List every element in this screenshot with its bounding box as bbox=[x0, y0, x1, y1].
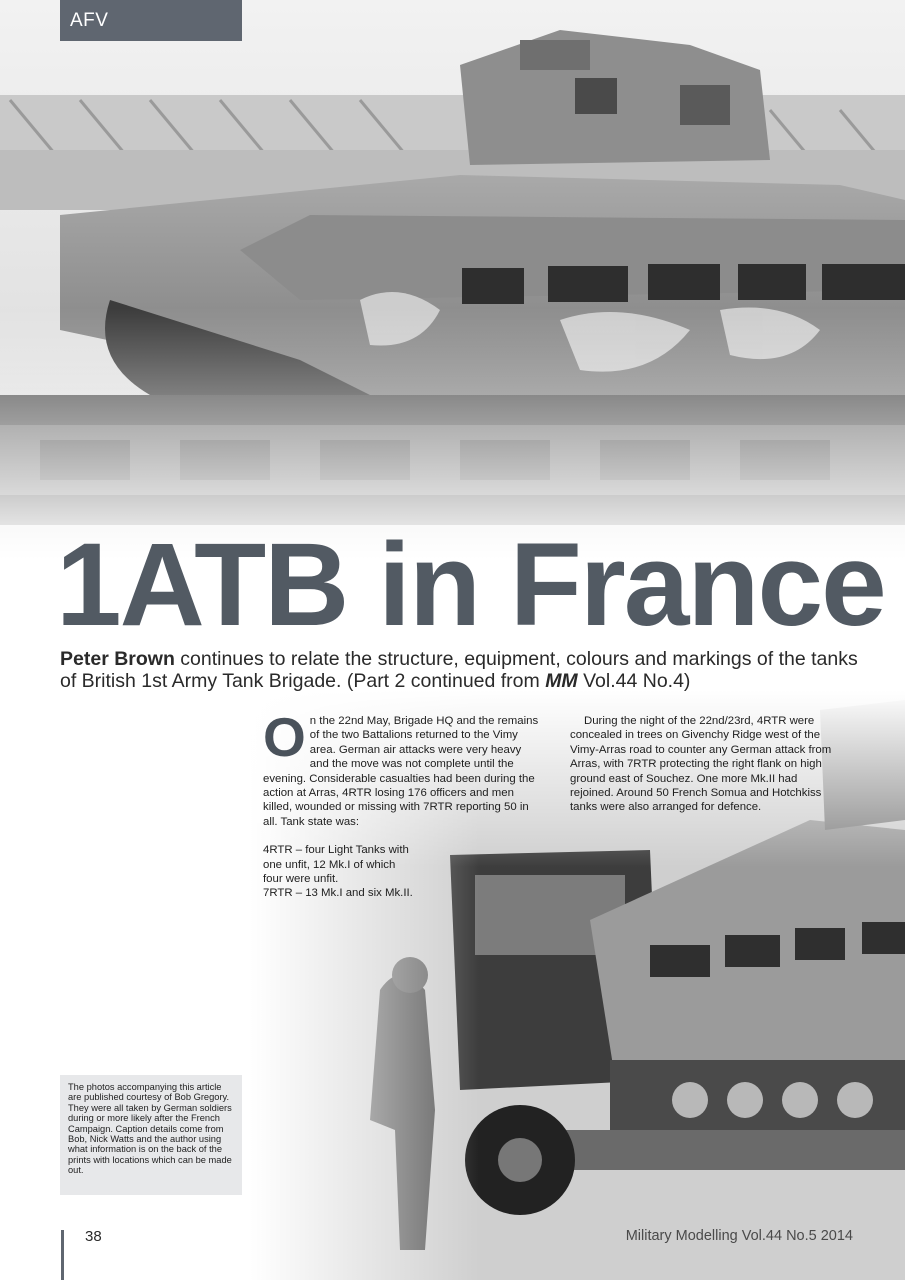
standfirst-text: continues to relate the structure, equipment, colours and markings of the tanks of British 1st Army Tank Brigade. (Part 2 continued from bbox=[60, 648, 858, 692]
body-paragraph: During the night of the 22nd/23rd, 4RTR were concealed in trees on Givenchy Ridge west of the Vimy-Arras road to counter any German attack from Arras, with 7RTR protecting the right flank on high ground east of Souchez. One more Mk.II had rejoined. Around 50 French Somua and Hotchkiss tanks were also arranged for defence. bbox=[570, 715, 832, 814]
tank-state-list bbox=[263, 843, 543, 901]
body-paragraph bbox=[263, 706, 543, 829]
magazine-abbrev: MM bbox=[545, 670, 578, 692]
tank-state-line: four were unfit. bbox=[263, 873, 339, 886]
standfirst-text-end: Vol.44 No.4) bbox=[577, 670, 691, 692]
body-column-2 bbox=[570, 714, 840, 828]
standfirst bbox=[60, 648, 860, 692]
drop-cap: O bbox=[263, 706, 306, 768]
photo-credit-box: The photos accompanying this article are published courtesy of Bob Gregory. They were all taken by German soldiers during or more likely after the French Campaign. Caption details come from Bob, Nick Watts and the author using what information is on the back of the prints with locations which can be made out. bbox=[60, 1075, 242, 1195]
section-tab: AFV bbox=[60, 0, 242, 41]
page-number: 38 bbox=[85, 1228, 102, 1245]
tank-on-railcar-photo bbox=[0, 0, 905, 560]
author-name: Peter Brown bbox=[60, 648, 175, 670]
tank-state-line: one unfit, 12 Mk.I of which bbox=[263, 858, 396, 871]
body-column-1 bbox=[263, 706, 543, 901]
folio-rule bbox=[61, 1230, 64, 1280]
publication-footer: Military Modelling Vol.44 No.5 2014 bbox=[625, 1228, 853, 1244]
article-headline: 1ATB in France bbox=[56, 519, 885, 651]
tank-state-line: 4RTR – four Light Tanks with bbox=[263, 844, 409, 857]
tank-state-line: 7RTR – 13 Mk.I and six Mk.II. bbox=[263, 887, 413, 900]
paragraph-text: n the 22nd May, Brigade HQ and the remains of the two Battalions returned to the Vimy area. German air attacks were very heavy and the move was not complete until the evening. Considerable casualties had been during the action at Arras, 4RTR losing 176 officers and men killed, wounded or missing with 7RTR reporting 50 in all. Tank state was: bbox=[263, 715, 539, 828]
